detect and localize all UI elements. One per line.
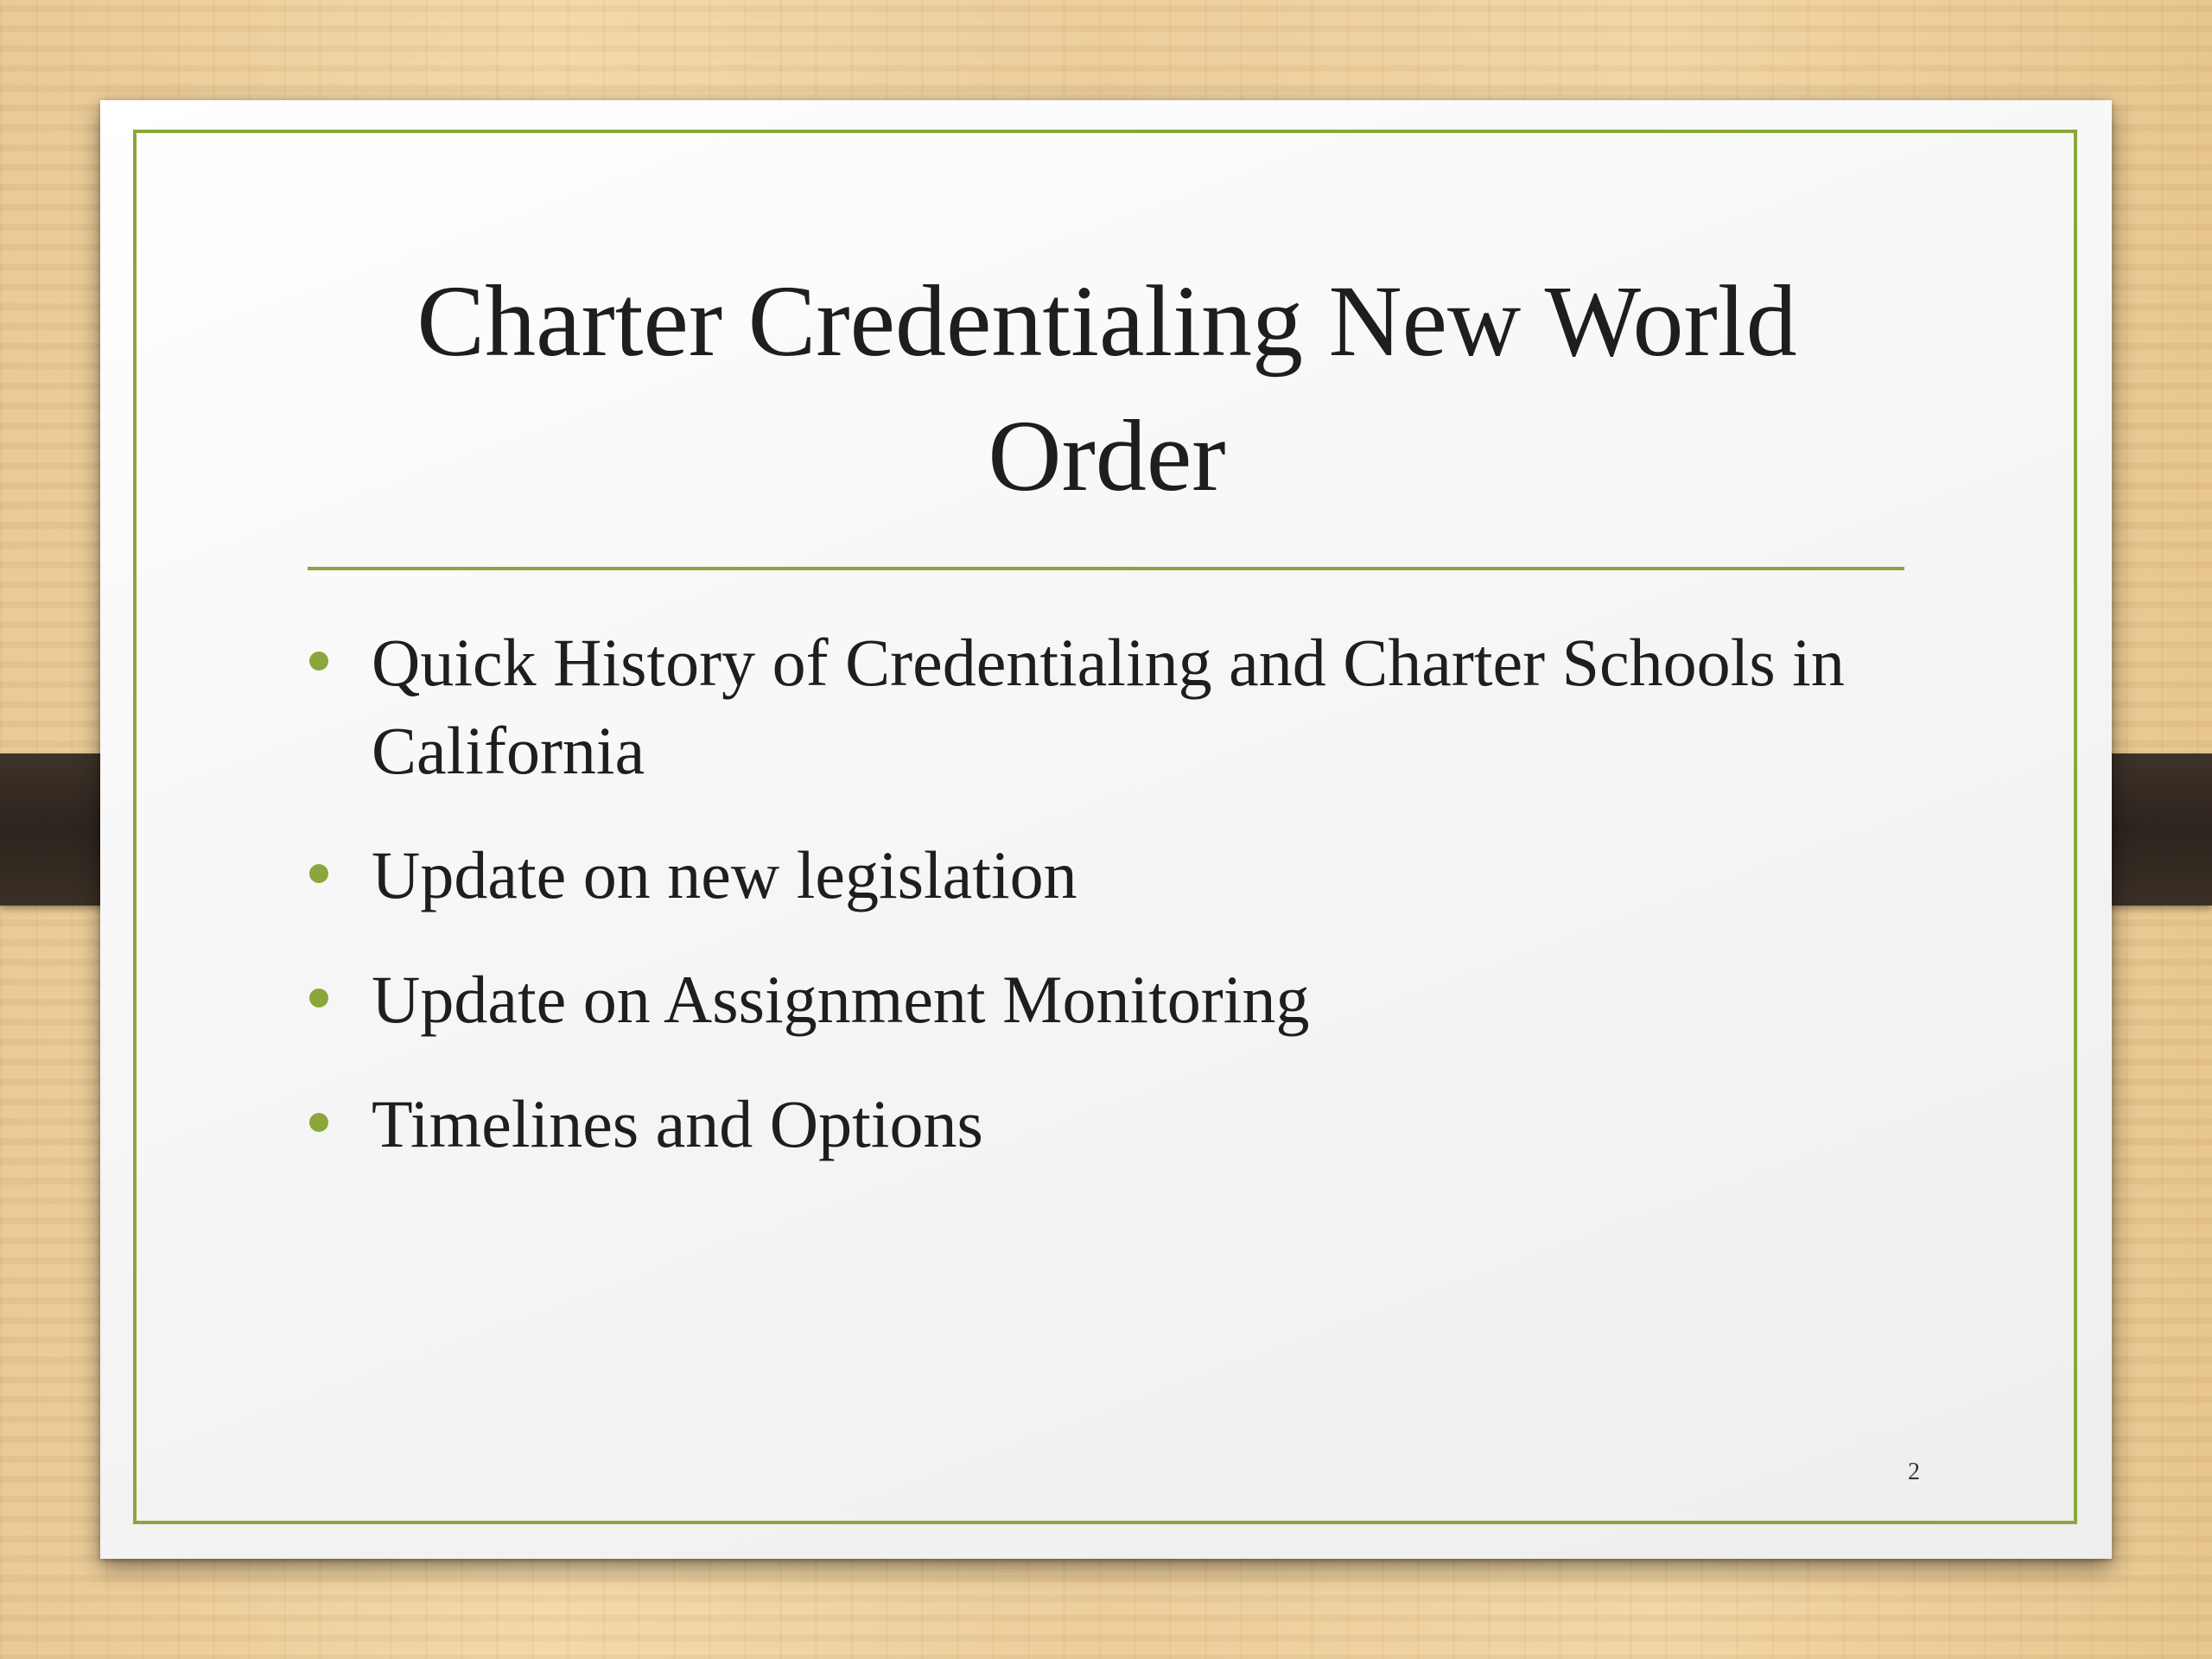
bullet-dot-icon: [309, 988, 328, 1007]
bullet-item: [308, 956, 1949, 1044]
slide-title-line-1: Charter Credentialing New World: [416, 264, 1797, 378]
title-divider: [308, 567, 1904, 570]
bullet-list: [308, 619, 1949, 1205]
bullet-item: [308, 1080, 1949, 1168]
slide: [100, 100, 2112, 1559]
slide-page-number: 2: [1908, 1459, 1920, 1485]
bullet-text: Update on new legislation: [372, 837, 1077, 912]
bullet-text: Timelines and Options: [372, 1086, 983, 1161]
slide-title: [308, 254, 1906, 524]
bullet-text: Quick History of Credentialing and Charter Schools in California: [372, 625, 1845, 788]
bullet-dot-icon: [309, 864, 328, 883]
slide-title-line-2: Order: [988, 399, 1226, 512]
bullet-dot-icon: [309, 1113, 328, 1132]
bullet-item: [308, 619, 1949, 795]
bullet-item: [308, 831, 1949, 919]
bullet-text: Update on Assignment Monitoring: [372, 962, 1310, 1037]
bullet-dot-icon: [309, 652, 328, 671]
